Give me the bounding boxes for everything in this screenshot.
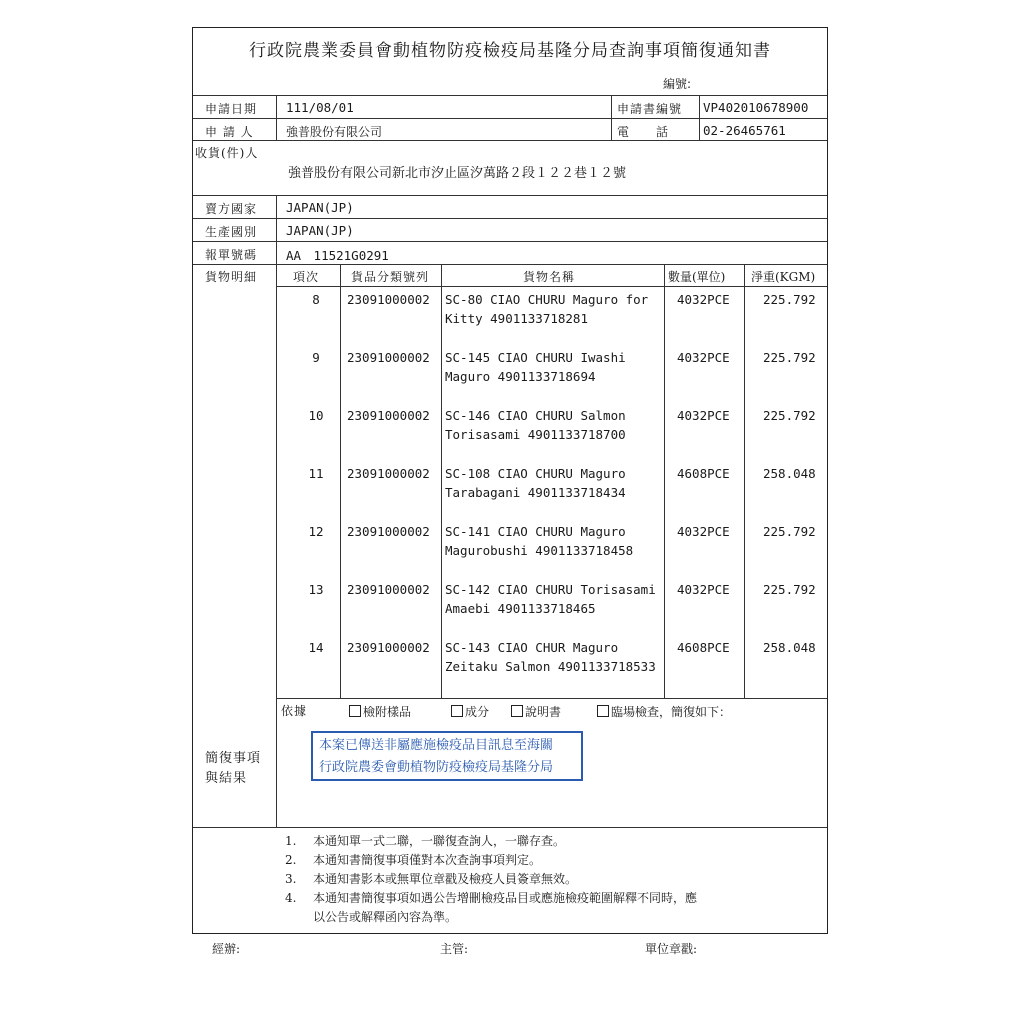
row-code: 23091000002 [347, 524, 430, 539]
consignee-label: 收貨(件)人 [195, 146, 259, 160]
note-item: 以公告或解釋函內容為準。 [313, 910, 458, 924]
row-name-line1: SC-145 CIAO CHURU Iwashi [445, 350, 626, 365]
applicant: 強普股份有限公司 [286, 125, 383, 139]
seller-country: JAPAN(JP) [286, 200, 354, 215]
note-item: 3. 本通知書影本或無單位章戳及檢疫人員簽章無效。 [285, 872, 578, 886]
result-label-line2: 與結果 [205, 771, 248, 786]
row-qty: 4608PCE [677, 466, 730, 481]
row-code: 23091000002 [347, 350, 430, 365]
result-label-line1: 簡復事項 [205, 751, 262, 766]
row-item: 8 [312, 292, 320, 307]
row-name-line2: Kitty 4901133718281 [445, 311, 588, 326]
row-code: 23091000002 [347, 408, 430, 423]
row-weight: 258.048 [763, 640, 816, 655]
row-qty: 4032PCE [677, 582, 730, 597]
applicant-label: 申 請 人 [205, 125, 254, 139]
row-code: 23091000002 [347, 582, 430, 597]
col-header-name: 貨物名稱 [523, 270, 576, 284]
goods-label: 貨物明細 [205, 270, 258, 284]
row-name-line2: Magurobushi 4901133718458 [445, 543, 634, 558]
basis-label: 依據 [281, 704, 308, 718]
row-name-line1: SC-80 CIAO CHURU Maguro for [445, 292, 649, 307]
row-item: 11 [308, 466, 324, 481]
row-weight: 225.792 [763, 582, 816, 597]
phone-label: 電 話 [617, 125, 670, 139]
note-item: 2. 本通知書簡復事項僅對本次查詢事項判定。 [285, 853, 542, 867]
col-header-qty: 數量(單位) [668, 270, 726, 284]
consignee: 強普股份有限公司新北市汐止區汐萬路２段１２２巷１２號 [288, 166, 627, 181]
row-name-line1: SC-143 CIAO CHUR Maguro [445, 640, 619, 655]
col-header-item: 項次 [293, 270, 320, 284]
row-item: 10 [308, 408, 324, 423]
row-item: 14 [308, 640, 324, 655]
row-qty: 4032PCE [677, 408, 730, 423]
row-name-line1: SC-141 CIAO CHURU Maguro [445, 524, 626, 539]
checkbox-inspection: 臨場檢查，簡復如下： [597, 703, 731, 720]
checkbox-icon [597, 705, 609, 717]
checkbox-icon [511, 705, 523, 717]
row-name-line2: Torisasami 4901133718700 [445, 427, 626, 442]
note-item: 4. 本通知書簡復事項如遇公告增刪檢疫品目或應施檢疫範圍解釋不同時，應 [285, 891, 698, 905]
declaration-no: AA 11521G0291 [286, 248, 389, 263]
document-title: 行政院農業委員會動植物防疫檢疫局基隆分局查詢事項簡復通知書 [249, 41, 771, 61]
checkbox-samples: 檢附樣品 [349, 703, 411, 720]
number-label: 編號: [663, 77, 692, 91]
origin-country-label: 生產國別 [205, 225, 258, 239]
checkbox-ingredients: 成分 [451, 703, 489, 720]
checkbox-icon [451, 705, 463, 717]
declaration-no-label: 報單號碼 [205, 248, 258, 262]
phone: 02-26465761 [703, 123, 786, 138]
checkbox-manual: 說明書 [511, 703, 561, 720]
supervisor-label: 主管: [440, 942, 469, 956]
row-name-line2: Tarabagani 4901133718434 [445, 485, 626, 500]
checkbox-icon [349, 705, 361, 717]
row-code: 23091000002 [347, 640, 430, 655]
seller-country-label: 賣方國家 [205, 202, 258, 216]
row-code: 23091000002 [347, 292, 430, 307]
row-name-line2: Amaebi 4901133718465 [445, 601, 596, 616]
unit-seal-label: 單位章戳: [645, 942, 698, 956]
row-item: 9 [312, 350, 320, 365]
col-header-weight: 淨重(KGM) [751, 270, 816, 284]
row-name-line1: SC-142 CIAO CHURU Torisasami [445, 582, 656, 597]
row-weight: 225.792 [763, 524, 816, 539]
row-name-line1: SC-146 CIAO CHURU Salmon [445, 408, 626, 423]
stamp-line2: 行政院農委會動植物防疫檢疫局基隆分局 [319, 760, 554, 775]
row-weight: 225.792 [763, 292, 816, 307]
row-name-line2: Maguro 4901133718694 [445, 369, 596, 384]
row-item: 13 [308, 582, 324, 597]
row-name-line1: SC-108 CIAO CHURU Maguro [445, 466, 626, 481]
row-weight: 225.792 [763, 408, 816, 423]
application-date: 111/08/01 [286, 100, 354, 115]
row-item: 12 [308, 524, 324, 539]
col-header-code: 貨品分類號列 [351, 270, 430, 284]
row-qty: 4032PCE [677, 350, 730, 365]
row-qty: 4032PCE [677, 292, 730, 307]
row-code: 23091000002 [347, 466, 430, 481]
row-weight: 225.792 [763, 350, 816, 365]
result-stamp [311, 731, 583, 781]
handler-label: 經辦: [212, 942, 241, 956]
row-qty: 4032PCE [677, 524, 730, 539]
application-date-label: 申請日期 [205, 102, 258, 116]
application-no-label: 申請書編號 [617, 102, 683, 116]
stamp-line1: 本案已傳送非屬應施檢疫品目訊息至海關 [319, 738, 554, 753]
notes-list [285, 832, 825, 927]
notice-document [192, 27, 828, 934]
row-weight: 258.048 [763, 466, 816, 481]
row-qty: 4608PCE [677, 640, 730, 655]
application-no: VP402010678900 [703, 100, 809, 115]
origin-country: JAPAN(JP) [286, 223, 354, 238]
note-item: 1. 本通知單一式二聯，一聯復查詢人，一聯存查。 [285, 834, 566, 848]
row-name-line2: Zeitaku Salmon 4901133718533 [445, 659, 656, 674]
